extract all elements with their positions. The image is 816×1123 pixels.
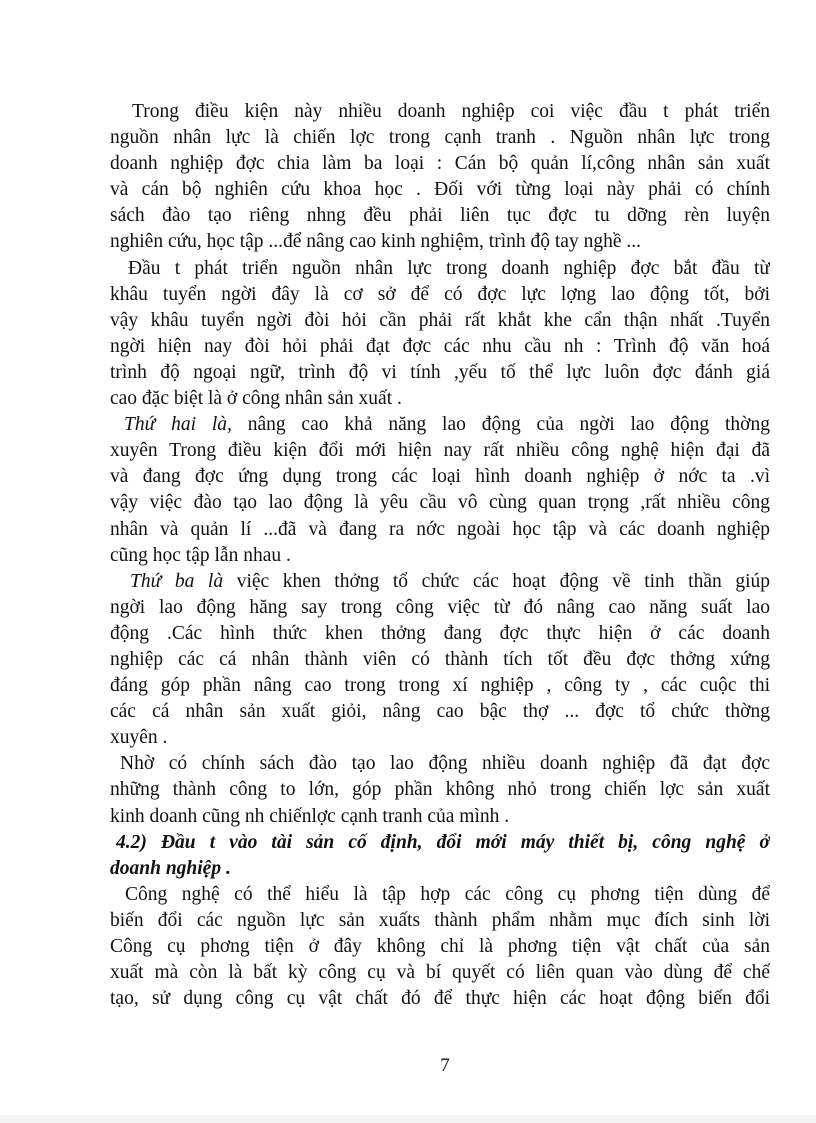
body-text bbox=[110, 99, 770, 1012]
text-line: đáng góp phần nâng cao trong trong xí nghiệp , công ty , các cuộc thi bbox=[110, 675, 770, 697]
paragraph-4 bbox=[110, 569, 770, 752]
text-line bbox=[110, 412, 770, 438]
paragraph-2 bbox=[110, 256, 770, 413]
text-line: nhân và quản lí ...đã và đang ra nớc ngoài học tập và các doanh nghiệp bbox=[110, 518, 770, 540]
text-span: nâng cao khả năng lao động của ngời lao động thờng bbox=[231, 414, 770, 436]
section-heading bbox=[110, 830, 770, 882]
text-line: động .Các hình thức khen thởng đang đợc thực hiện ở các doanh bbox=[110, 622, 770, 644]
text-line: khâu tuyển ngời đây là cơ sở để có đợc lực lợng lao động tốt, bởi bbox=[110, 283, 770, 305]
text-line: cũng học tập lẫn nhau . bbox=[110, 544, 291, 566]
text-line: các cá nhân sản xuất giỏi, nâng cao bậc thợ ... đợc tổ chức thờng bbox=[110, 701, 770, 723]
text-line: nguồn nhân lực là chiến lợc trong cạnh tranh . Nguồn nhân lực trong bbox=[110, 127, 770, 149]
text-line: cao đặc biệt là ở công nhân sản xuất . bbox=[110, 388, 402, 410]
paragraph-3 bbox=[110, 412, 770, 569]
paragraph-lead: Thứ ba là bbox=[130, 570, 224, 592]
text-line: và đang đợc ứng dụng trong các loại hình doanh nghiệp ở nớc ta .vì bbox=[110, 466, 770, 488]
text-line: Công cụ phơng tiện ở đây không chỉ là phơng tiện vật chất của sản bbox=[110, 936, 770, 957]
text-line: ngời lao động hăng say trong công việc từ đó nâng cao năng suất lao bbox=[110, 596, 770, 618]
text-line: ngời hiện nay đòi hỏi phải đạt đợc các nhu cầu nh : Trình độ văn hoá bbox=[110, 335, 770, 357]
text-line: vậy việc đào tạo lao động là yêu cầu vô cùng quan trọng ,rất nhiều công bbox=[110, 492, 770, 514]
text-line: biến đổi các nguồn lực sản xuấts thành phẩm nhằm mục đích sinh lời bbox=[110, 909, 770, 931]
page-number: 7 bbox=[440, 1055, 450, 1076]
text-line: xuất mà còn là bất kỳ công cụ và bí quyết có liên quan vào dùng để chế bbox=[110, 962, 770, 984]
text-line: Đầu t phát triển nguồn nhân lực trong doanh nghiệp đợc bắt đầu từ bbox=[128, 257, 770, 279]
paragraph-lead: Thứ hai là, bbox=[124, 414, 232, 436]
paragraph-6 bbox=[110, 882, 770, 1012]
text-line: xuyên Trong điều kiện đổi mới hiện nay rất nhiều công nghệ hiện đại đã bbox=[110, 440, 770, 462]
text-line: sách đào tạo riêng nhng đều phải liên tục đợc tu dỡng rèn luyện bbox=[110, 205, 770, 227]
text-line: Nhờ có chính sách đào tạo lao động nhiều doanh nghiệp đã đạt đợc bbox=[120, 753, 770, 775]
text-line: Trong điều kiện này nhiều doanh nghiệp coi việc đầu t phát triển bbox=[132, 101, 770, 122]
text-line: Công nghệ có thể hiểu là tập hợp các công cụ phơng tiện dùng để bbox=[125, 883, 770, 905]
text-line: những thành công to lớn, góp phần không nhỏ trong chiến lợc sản xuất bbox=[110, 779, 770, 801]
heading-line: 4.2) Đầu t vào tài sản cố định, đổi mới máy thiết bị, công nghệ ở bbox=[116, 831, 770, 853]
paragraph-5 bbox=[110, 751, 770, 829]
page-bottom-edge bbox=[0, 1115, 816, 1123]
text-line: kinh doanh cũng nh chiếnlợc cạnh tranh của mình . bbox=[110, 805, 510, 827]
text-line: vậy khâu tuyển ngời đòi hỏi cần phải rất khắt khe cẩn thận nhất .Tuyển bbox=[110, 309, 770, 331]
text-line: nghiên cứu, học tập ...để nâng cao kinh nghiệm, trình độ tay nghề ... bbox=[110, 231, 641, 253]
paragraph-1 bbox=[110, 99, 770, 256]
text-line bbox=[110, 569, 770, 595]
text-span: việc khen thởng tổ chức các hoạt động về tinh thần giúp bbox=[223, 570, 770, 592]
text-line: nghiệp các cá nhân thành viên có thành tích tốt đều đợc thởng xứng bbox=[110, 648, 770, 670]
text-line: doanh nghiệp đợc chia làm ba loại : Cán bộ quản lí,công nhân sản xuất bbox=[110, 153, 770, 175]
heading-line: doanh nghiệp . bbox=[110, 857, 231, 879]
text-line: và cán bộ nghiên cứu khoa học . Đối với từng loại này phải có chính bbox=[110, 179, 770, 201]
text-line: xuyên . bbox=[110, 727, 168, 749]
text-line: trình độ ngoại ngữ, trình độ vi tính ,yếu tố thể lực luôn đợc đánh giá bbox=[110, 361, 770, 383]
text-line: tạo, sử dụng công cụ vật chất đó để thực hiện các hoạt động biến đổi bbox=[110, 988, 770, 1010]
